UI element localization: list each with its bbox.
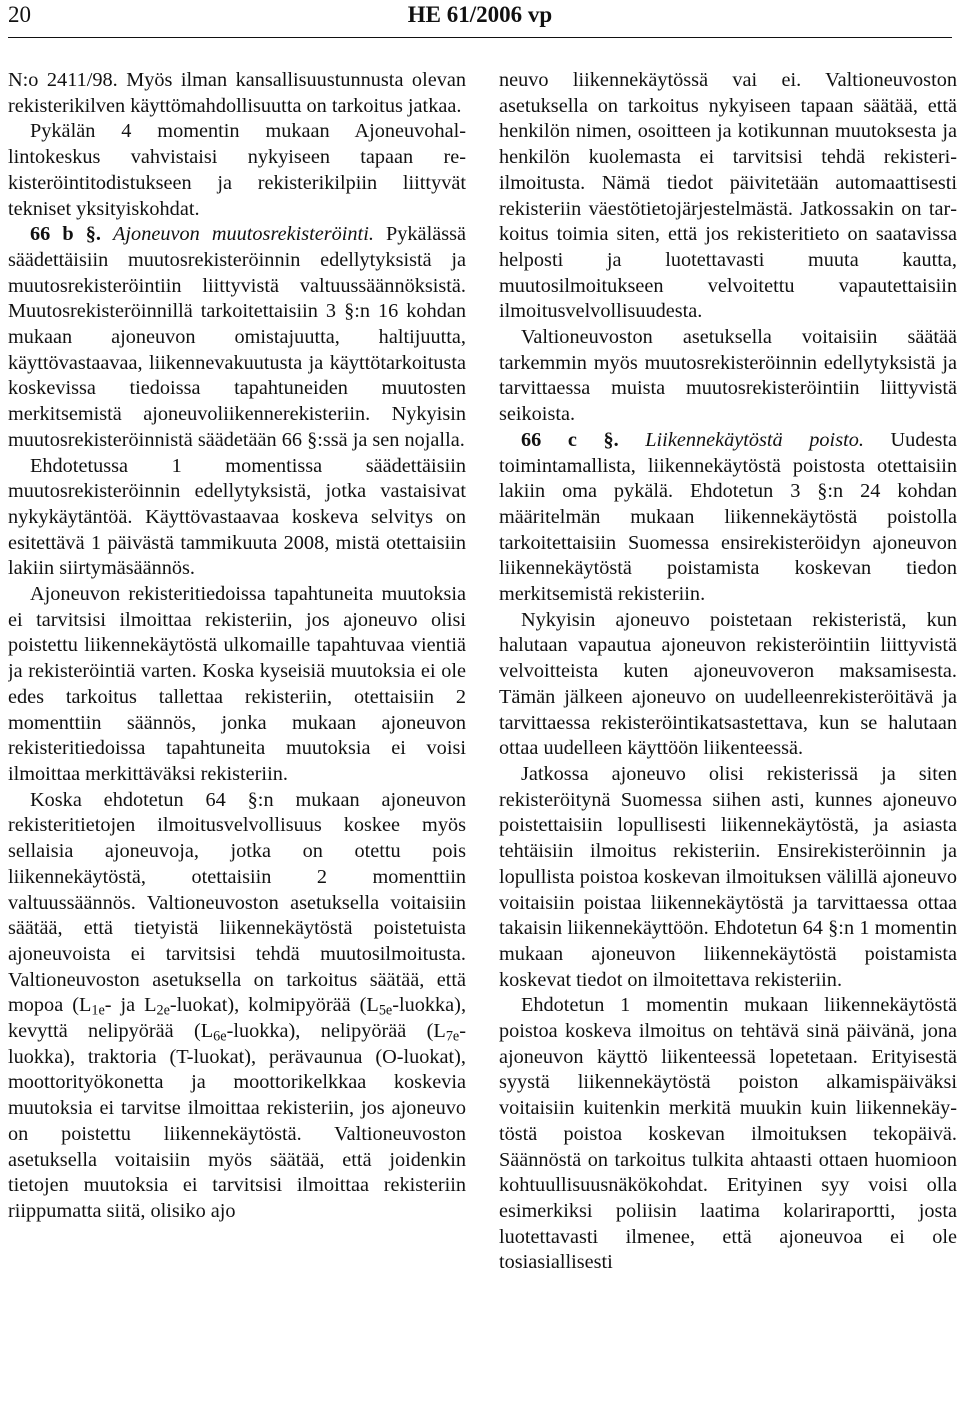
text-run: - ja L <box>104 994 157 1017</box>
paragraph: Pykälän 4 momentin mukaan Ajoneuvohallintokeskus vahvistaisi nykyiseen tapaan rekisteröintitodistukseen ja rekisterikilpiin liittyvät tekniset yksityiskohdat. <box>8 120 466 220</box>
paragraph: Jatkossa ajoneuvo olisi rekisterissä ja siten rekisteröitynä Suomessa siihen asti, kunnes ajoneuvo poistettaisiin lopullisesti liikennekäytöstä, ja asiasta tehtäisiin ilmoitus rekisteriin. Ensirekisteröinnin ja lopullista poistoa koskevan ilmoituksen välillä ajoneuvo voitaisiin poistaa liikennekäytöstä ja tarvittaessa ottaa takaisin liikennekäyttöön. Ehdotetun 64 §:n 1 momentin mukaan ajoneuvon liikennekäytöstä poistamista koskevat tiedot on ilmoitettava rekisteriin. <box>499 762 957 991</box>
text-run: -luokka), kevyttä nelipyörää (L <box>8 994 466 1043</box>
text-run: -luokka), nelipyörää (L <box>226 1020 446 1043</box>
section-number: 66 c §. <box>521 428 619 451</box>
page-header <box>0 0 960 40</box>
paragraph: Valtioneuvoston asetuksella voitaisiin säätää tarkemmin myös muutosrekisteröinnin edellytyksistä ja tarvittaessa muista muutosrekisteröintiin liittyvistä seikoista. <box>499 326 957 426</box>
right-column <box>499 68 957 1404</box>
text-run: -luokat), kolmipyörää (L <box>169 994 379 1017</box>
subscript: 7e <box>445 1028 460 1045</box>
paragraph: Nykyisin ajoneuvo poistetaan rekisteristä, kun halutaan vapautua ajoneuvon rekisteröintiin liittyvistä velvoitteista kuten ajoneuvoveron maksamisesta. Tämän jälkeen ajoneuvo on uudelleenrekisteröitävä ja tarvittaessa rekisteröintikatsastettava, kun se halutaan ottaa uudelleen käyttöön liikenteessä. <box>499 608 957 760</box>
subscript: 6e <box>213 1028 227 1045</box>
subscript: 2e <box>156 1002 170 1019</box>
section-number: 66 b §. <box>30 223 101 246</box>
subscript: 1e <box>91 1002 105 1019</box>
paragraph: Ehdotetun 1 momentin mukaan liikennekäytöstä poistoa koskeva ilmoitus on tehtävä sinä päivänä, jona ajoneuvon käyttö liikenteessä lopetetaan. Erityisestä syystä liikennekäytöstä poiston alkamispäiväksi voitaisiin kuitenkin merkitä muukin kuin liikennekäytöstä poistoa koskevan ilmoituksen tekopäivä. Säännöstä on tarkoitus tulkita ahtaasti ottaen huomioon kohtuullisuusnäkökohdat. Erityinen syy voisi olla esimerkiksi poliisin laatima kolariraportti, josta luotettavasti ilmenee, että ajoneuvoa ei ole tosiasiallisesti <box>499 994 957 1274</box>
paragraph: neuvo liikennekäytössä vai ei. Valtioneuvoston asetuksella on tarkoitus nykyiseen tapaan säätää, että henkilön nimen, osoitteen ja kotikunnan muutoksesta ja henkilön kuolemasta ei tarvitsisi tehdä rekisteri-ilmoitusta. Nämä tiedot päivitetään automaattisesti rekisteriin väestötietojärjestelmästä. Jatkossakin on tarkoitus toimia siten, että jos rekisteritieto on saatavissa helposti ja luotettavasti muuta kautta, muutosilmoitukseen velvoitettu vapautettaisiin ilmoitusvelvollisuudesta. <box>499 69 957 323</box>
section-66c <box>499 428 957 608</box>
page-number: 20 <box>8 2 31 27</box>
left-column <box>8 68 466 1404</box>
paragraph: N:o 2411/98. Myös ilman kansallisuustunnusta olevan rekisterikilven käyttömahdollisuutta on tarkoitus jatkaa. <box>8 69 466 117</box>
paragraph-vehicle-classes <box>8 788 466 1225</box>
subscript: 5e <box>378 1002 393 1019</box>
section-title: Ajoneuvon muutosrekisteröinti. <box>113 223 374 246</box>
document-id: HE 61/2006 vp <box>407 2 553 27</box>
section-title: Liikennekäytöstä poisto. <box>645 428 864 451</box>
header-rule <box>8 37 952 38</box>
section-66b <box>8 222 466 453</box>
text-run: Koska ehdotetun 64 §:n mukaan ajoneuvon rekisteritietojen ilmoitusvelvollisuus koskee myös sellaisia ajoneuvoja, jotka on otettu pois liikennekäytöstä, otettaisiin 2 momenttiin valtuussäännös. Valtioneuvoston asetuksella voitaisiin säätää, että tietyistä liikennekäytöstä poistetuista ajoneuvoista ei tarvitsisi tehdä muutosilmoitusta. Valtioneuvoston asetuksella on tarkoitus säätää, että mopoa (L <box>8 788 466 1017</box>
section-text: Uudesta toimintamallista, liikennekäytöstä poistosta otettaisiin lakiin oma pykälä. Ehdotetun 3 §:n 24 kohdan määritelmän mukaan liikennekäytöstä poistolla tarkoitettaisiin Suomessa ensirekisteröidyn ajoneuvon liikennekäytöstä poistamista koskevan tiedon merkitsemistä rekisteriin. <box>499 428 957 606</box>
text-run: -luokka), traktoria (T-luokat), perävaunua (O-luokat), moottorityökonetta ja moottorikelkkaa koskevia muutoksia ei tarvitse ilmoittaa rekisteriin, jos ajoneuvo on poistettu liikennekäytöstä. Valtioneuvoston asetuksella voitaisiin myös säätää, että joidenkin tietojen muutoksia ei tarvitsisi ilmoittaa rekisteriin riippumatta siitä, olisiko ajo <box>8 1020 466 1222</box>
section-text: Pykälässä säädettäisiin muutosrekisteröinnin edellytyksistä ja muutosrekisteröintiin liittyvistä valtuussäännöksistä. Muutosrekisteröinnillä tarkoitettaisiin 3 §:n 16 kohdan mukaan ajoneuvon omistajuutta, haltijuutta, käyttövastaavaa, liikennevakuutusta ja käyttötarkoitusta koskevissa tiedoissa tapahtuneiden muutosten merkitsemistä ajoneuvoliikennerekisteriin. Nykyisin muutosrekisteröinnistä säädetään 66 §:ssä ja sen nojalla. <box>8 223 466 451</box>
paragraph: Ehdotetussa 1 momentissa säädettäisiin muutosrekisteröinnin edellytyksistä, jotka vastaisivat nykykäytäntöä. Käyttövastaavaa koskeva selvitys on esitettävä 1 päivästä tammikuuta 2008, mistä otettaisiin lakiin siirtymäsäännös. <box>8 454 466 580</box>
paragraph: Ajoneuvon rekisteritiedoissa tapahtuneita muutoksia ei tarvitsisi ilmoittaa rekisteriin, jos ajoneuvo olisi poistettu liikennekäytöstä ulkomaille tapahtuvaa vientiä ja rekisteröintiä varten. Koska kyseisiä muutoksia ei ole edes tarkoitus tallettaa rekisteriin, otettaisiin 2 momenttiin säännös, jonka mukaan ajoneuvon rekisteritiedoissa tapahtuneita muutoksia ei voisi ilmoittaa merkittäväksi rekisteriin. <box>8 583 466 785</box>
